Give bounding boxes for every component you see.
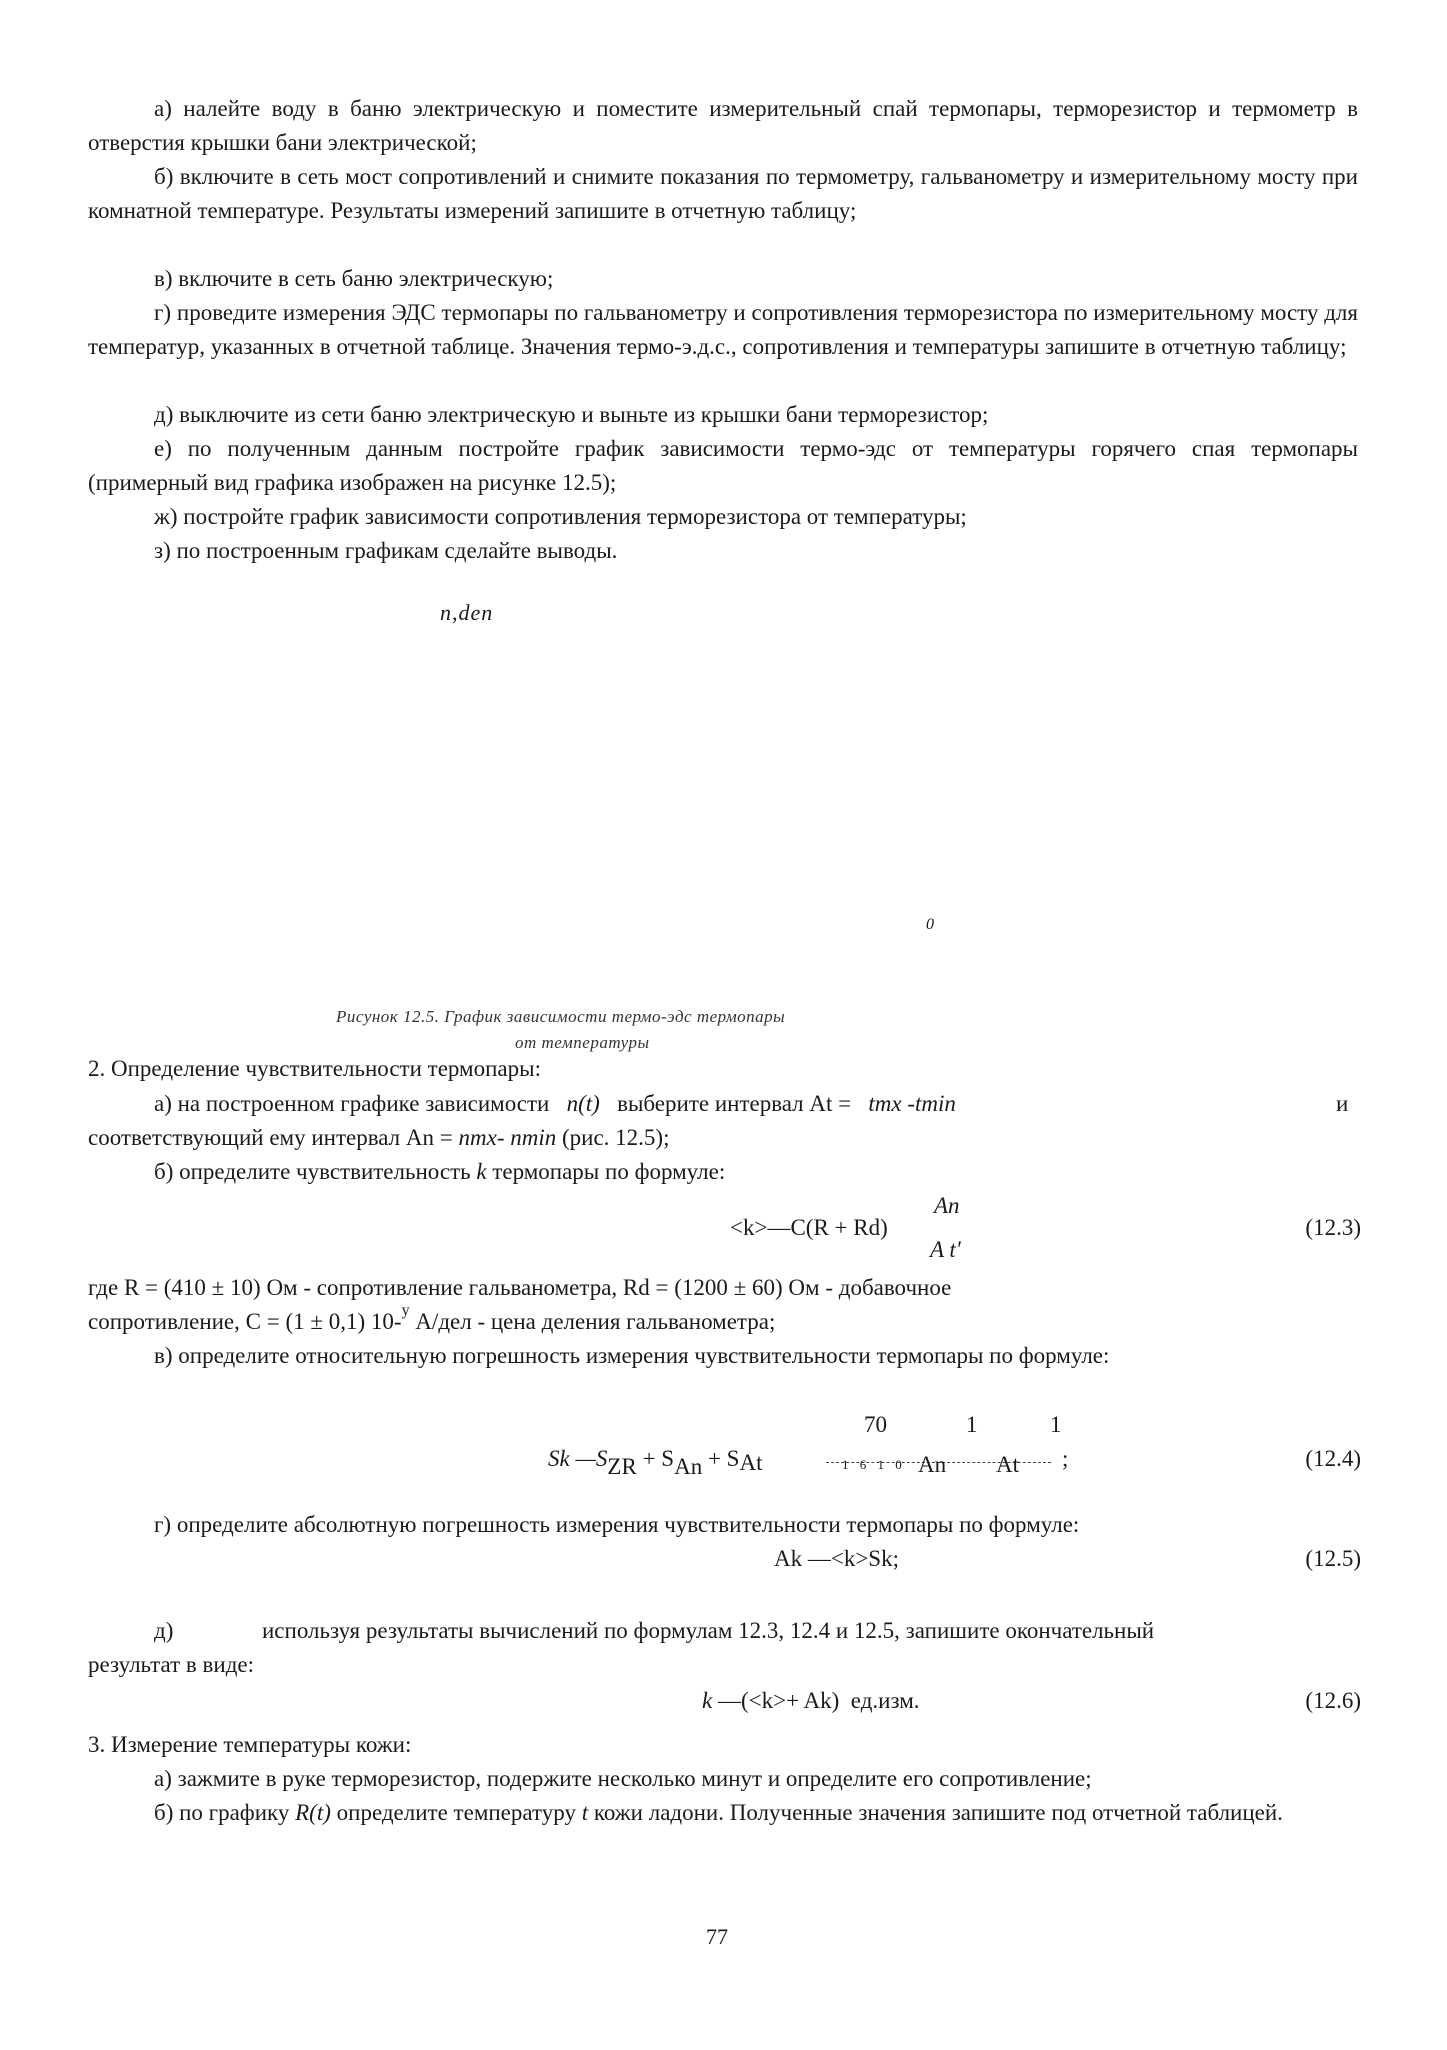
step-v: в) включите в сеть баню электрическую; (154, 266, 554, 291)
step-2d-line2: результат в виде: (88, 1652, 254, 1677)
step-e: е) по полученным данным постройте график зависимости термо-эдс от температуры горячего спая термопары (примерный вид графика изображен на рисунке 12.5); (88, 436, 1358, 495)
step-g: г) проведите измерения ЭДС термопары по гальванометру и сопротивления терморезистора по измерительному мосту для температур, указанных в отчетной таблице. Значения термо-э.д.с., сопротивления и температуры запишите в отчетную таблицу; (88, 300, 1358, 359)
figure-origin-label: 0 (926, 916, 934, 933)
equation-12-4-at: At (996, 1452, 1019, 1477)
step-a: а) налейте воду в баню электрическую и поместите измерительный спай термопары, терморезистор и термометр в отверстия крышки бани электрической; (88, 96, 1358, 155)
equation-12-3: <k>—C(R + Rd) (730, 1215, 888, 1240)
step-2a-and: и (1336, 1091, 1349, 1116)
equation-12-3-denominator: A t' (930, 1237, 961, 1262)
step-2d: используя результаты вычислений по формулам 12.3, 12.4 и 12.5, запишите окончательный (262, 1618, 1155, 1643)
equation-12-4-end: ; (1062, 1446, 1069, 1471)
section-2-heading: 2. Определение чувствительности термопары: (88, 1056, 541, 1081)
equation-12-4-small-digits: 1 6 1 0 (842, 1457, 906, 1472)
step-2g: г) определите абсолютную погрешность измерения чувствительности термопары по формуле: (154, 1512, 1080, 1537)
equation-12-6-number: (12.6) (1305, 1688, 1361, 1713)
equation-12-3-numerator: An (934, 1193, 960, 1218)
where-line-1: где R = (410 ± 10) Ом - сопротивление гальванометра, Rd = (1200 ± 60) Ом - добавочное (88, 1275, 952, 1300)
equation-12-4-number: (12.4) (1305, 1446, 1361, 1471)
step-2a-line1: а) на построенном графике зависимости n(t) выберите интервал At = tmx -tmin (154, 1091, 956, 1116)
section-3-heading: 3. Измерение температуры кожи: (88, 1732, 412, 1757)
step-z: з) по построенным графикам сделайте выводы. (154, 538, 618, 563)
step-2v: в) определите относительную погрешность измерения чувствительности термопары по формуле: (154, 1343, 1110, 1368)
step-zh: ж) постройте график зависимости сопротивления терморезистора от температуры; (154, 504, 967, 529)
step-3b: б) по графику R(t) определите температуру t кожи ладони. Полученные значения запишите под отчетной таблицей. (154, 1800, 1283, 1825)
equation-12-4-top-1a: 1 (966, 1412, 978, 1437)
equation-12-4-top-1b: 1 (1050, 1412, 1062, 1437)
step-b: б) включите в сеть мост сопротивлений и снимите показания по термометру, гальванометру и измерительному мосту при комнатной температуре. Результаты измерений запишите в отчетную таблицу; (88, 164, 1358, 223)
figure-caption-line2: от температуры (515, 1033, 650, 1052)
step-2a-line2: соответствующий ему интервал An = nmx- nmin (рис. 12.5); (88, 1125, 670, 1150)
step-d: д) выключите из сети баню электрическую и выньте из крышки бани терморезистор; (154, 402, 989, 427)
equation-12-5: Ak —<k>Sk; (774, 1546, 899, 1571)
equation-12-5-number: (12.5) (1305, 1546, 1361, 1571)
page-number: 77 (706, 1924, 728, 1949)
equation-12-4: Sk —SZR + SAn + SAt (548, 1446, 763, 1479)
figure-axis-label: n,den (440, 600, 494, 625)
step-2b: б) определите чувствительность k термопары по формуле: (154, 1159, 726, 1184)
equation-12-6: k —(<k>+ Ak) ед.изм. (702, 1688, 920, 1713)
equation-12-4-top-70: 70 (864, 1412, 887, 1437)
where-line-2: сопротивление, C = (1 ± 0,1) 10-$^y$ А/дел - цена деления гальванометра; (88, 1302, 776, 1334)
equation-12-4-an: An (918, 1452, 947, 1477)
step-2d-label: д) (154, 1618, 174, 1643)
equation-12-3-number: (12.3) (1305, 1215, 1361, 1240)
figure-caption: Рисунок 12.5. График зависимости термо-эдс термопары (336, 1007, 786, 1026)
step-3a: а) зажмите в руке терморезистор, подержите несколько минут и определите его сопротивление; (154, 1766, 1092, 1791)
